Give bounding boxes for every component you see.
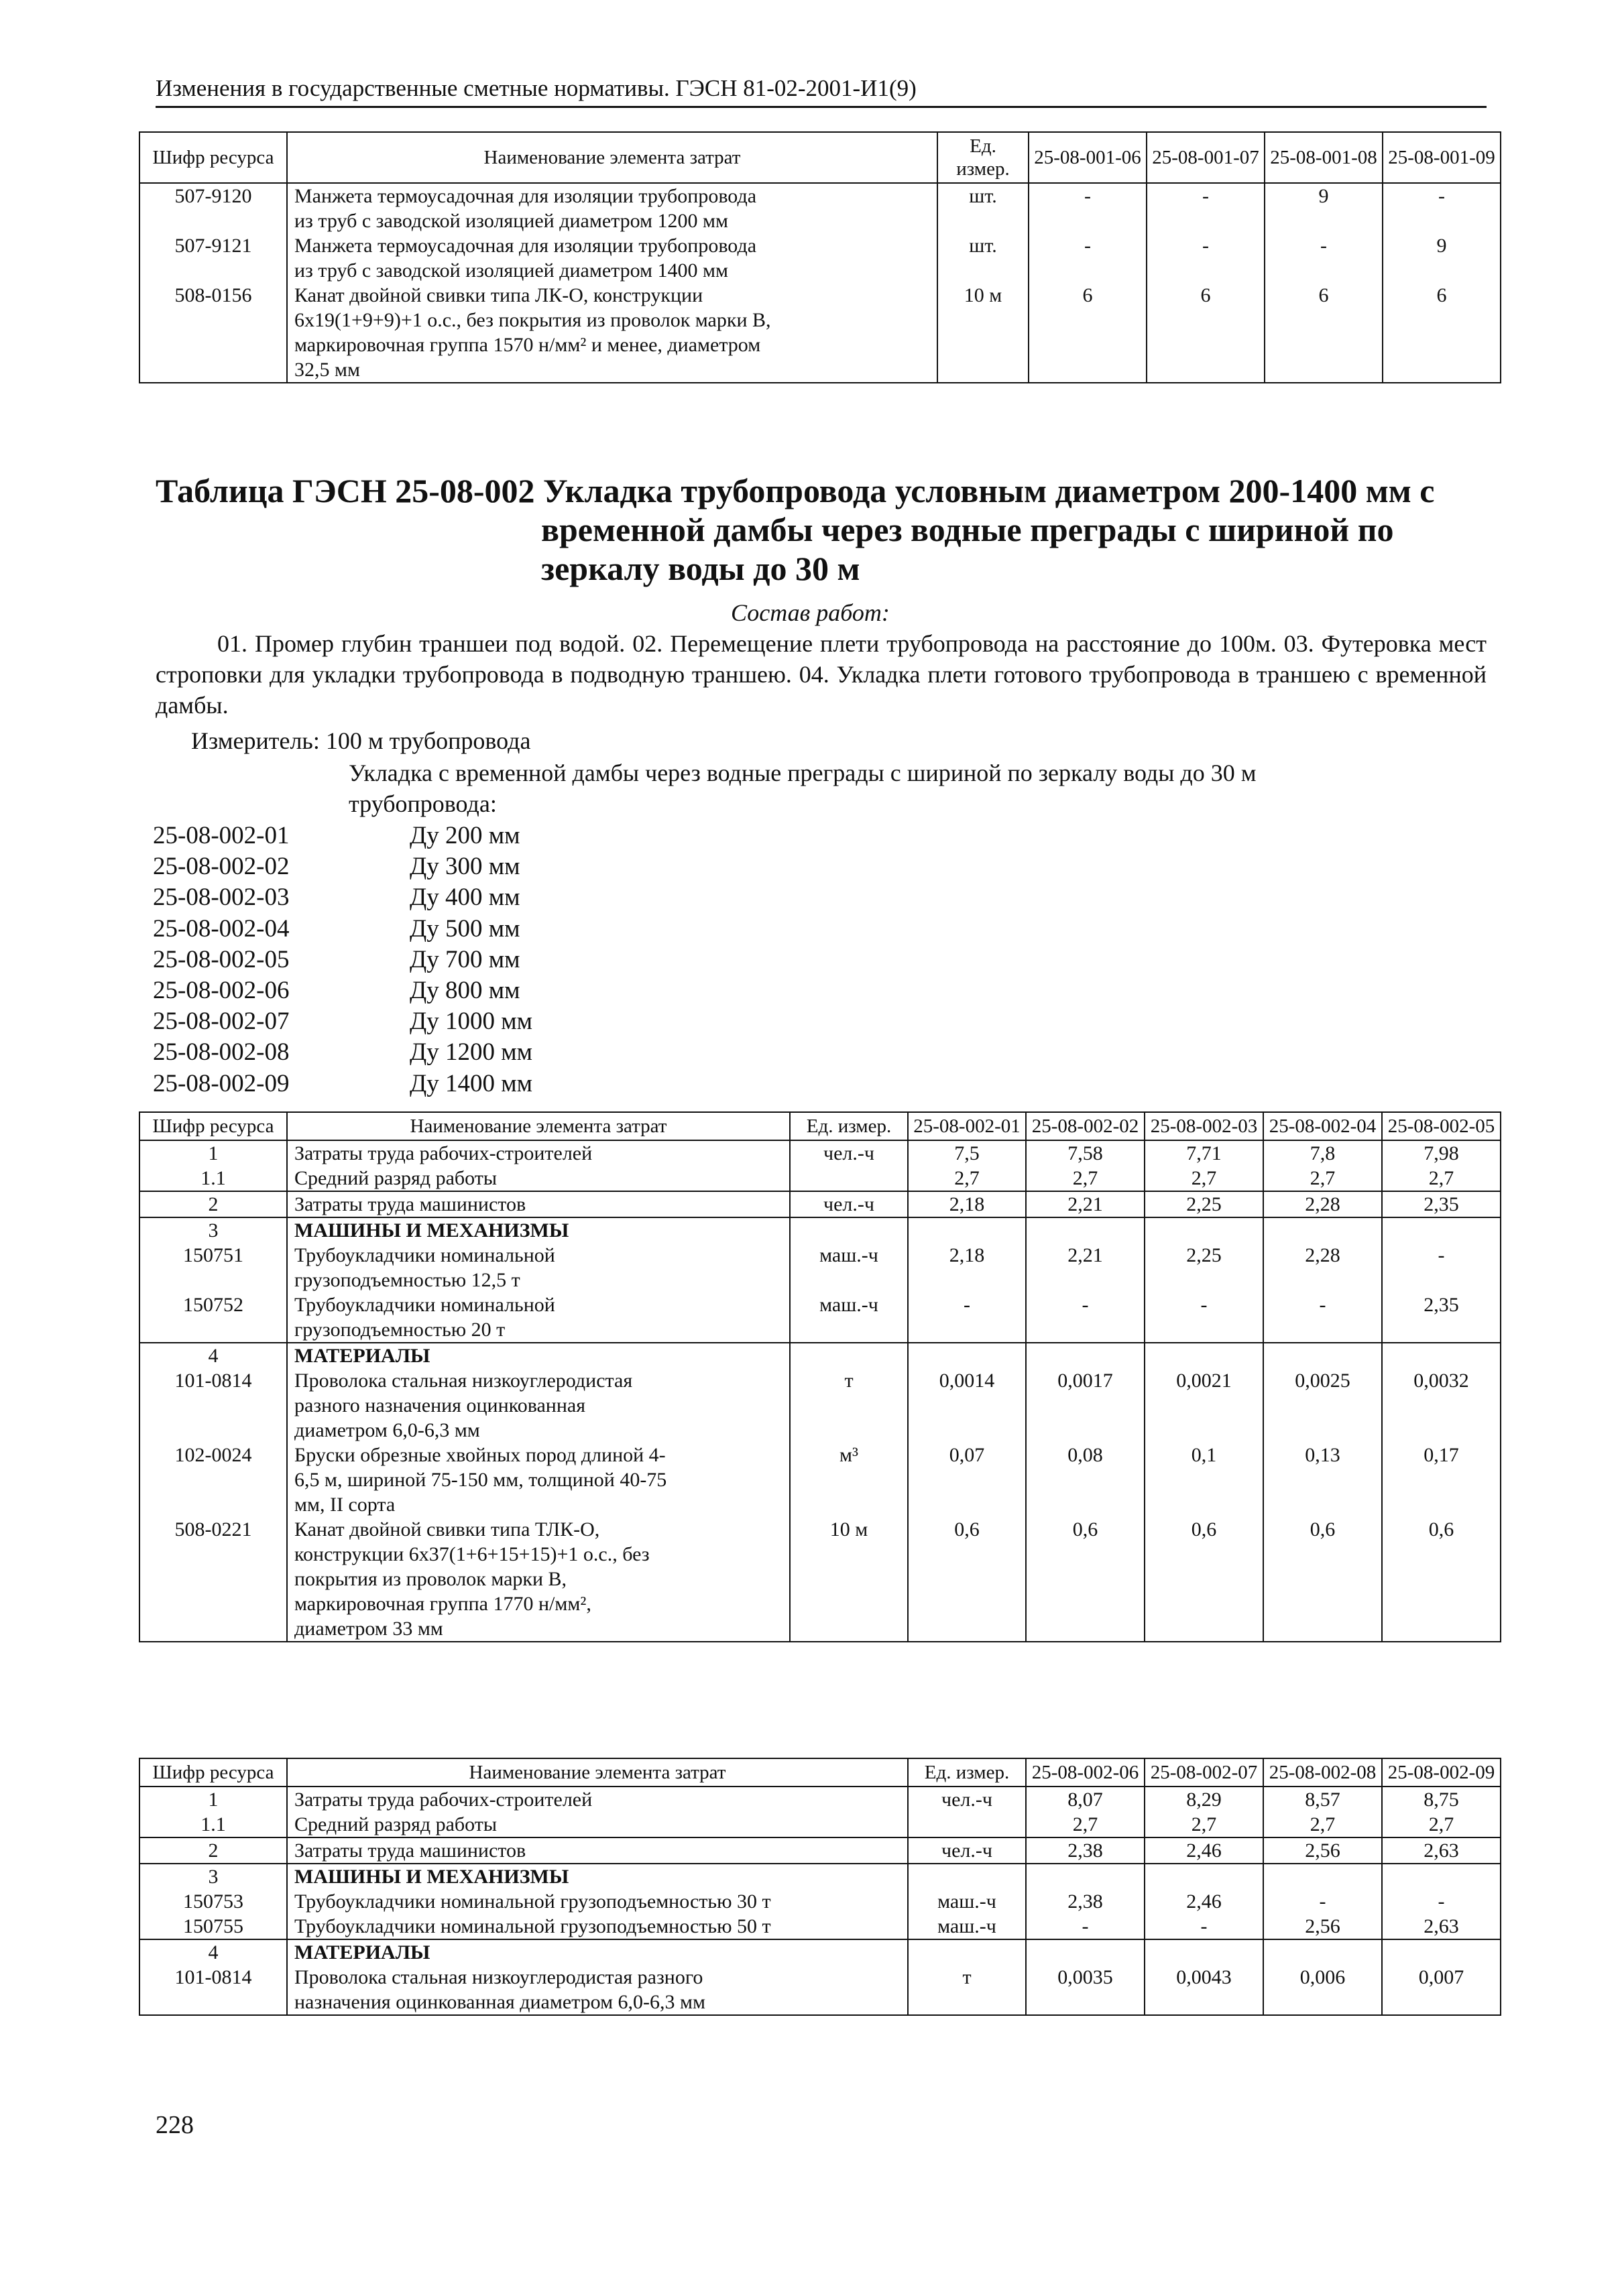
value: -: [964, 1294, 970, 1316]
resource-name: Манжета термоусадочная для изоляции трубопровода: [294, 185, 757, 207]
value-cell: [1026, 1343, 1145, 1642]
value: 0,08: [1067, 1444, 1103, 1466]
header-cell: 25-08-001-08: [1265, 132, 1383, 183]
resource-table-top: [139, 131, 1501, 383]
code-cell: [139, 1140, 287, 1191]
resource-name: Канат двойной свивки типа ТЛК-О,: [294, 1518, 600, 1540]
resource-name: Средний разряд работы: [294, 1167, 498, 1189]
resource-name: Затраты труда рабочих-строителей: [294, 1789, 593, 1811]
value-cell: [1263, 1343, 1382, 1642]
value: 0,0043: [1145, 1939, 1263, 2015]
value: 9: [1318, 185, 1329, 207]
value-cell: [1029, 183, 1147, 383]
page-number: 228: [156, 2111, 194, 2139]
spec-name: Ду 300 мм: [410, 853, 520, 881]
header-cell: Ед. измер.: [908, 1758, 1026, 1787]
spec-code: 25-08-002-09: [153, 1069, 290, 1097]
table-header-row: [139, 1758, 1501, 1787]
spec-code: 25-08-002-01: [153, 822, 290, 849]
unit: шт.: [969, 235, 997, 257]
value-cell: [1382, 1343, 1501, 1642]
value: 2,28: [1263, 1191, 1382, 1217]
value: -: [1082, 1915, 1089, 1937]
spec-heading-line: трубопровода:: [349, 790, 497, 817]
spec-item: [153, 945, 532, 975]
table-title-line: Таблица ГЭСН 25-08-002 Укладка трубопровода условным диаметром 200-1400 мм с: [156, 472, 1435, 509]
header-cell: 25-08-002-01: [908, 1112, 1026, 1140]
value: 0,0021: [1176, 1370, 1232, 1392]
value: 2,25: [1145, 1191, 1263, 1217]
value-cell: [1382, 1787, 1501, 1837]
section-title: МАТЕРИАЛЫ: [294, 1345, 430, 1367]
value: -: [1319, 1890, 1326, 1913]
unit: чел.-ч: [790, 1191, 908, 1217]
header-cell: Шифр ресурса: [139, 1758, 287, 1787]
unit-cell: [790, 1217, 908, 1343]
spec-name: Ду 700 мм: [410, 945, 520, 973]
spec-name: Ду 800 мм: [410, 977, 520, 1005]
header-cell: 25-08-002-03: [1145, 1112, 1263, 1140]
value: -: [1200, 1294, 1208, 1316]
value-cell: [1265, 183, 1383, 383]
spec-item: [153, 821, 532, 851]
section-title: МАТЕРИАЛЫ: [294, 1941, 430, 1963]
value-cell: [1145, 1787, 1263, 1837]
value: 2,7: [1072, 1167, 1098, 1189]
running-header: Изменения в государственные сметные нормативы. ГЭСН 81-02-2001-И1(9): [156, 75, 1487, 108]
value: 8,75: [1424, 1789, 1459, 1811]
table-body-row: [139, 1140, 1501, 1191]
value: -: [1202, 185, 1209, 207]
value: 2,63: [1424, 1915, 1459, 1937]
value: 0,007: [1382, 1939, 1501, 2015]
value-cell: [1145, 1217, 1263, 1343]
resource-name: из труб с заводской изоляцией диаметром 1400 мм: [294, 259, 728, 282]
resource-code: 1.1: [200, 1813, 226, 1835]
header-cell: Шифр ресурса: [139, 1112, 287, 1140]
value: 2,38: [1067, 1890, 1103, 1913]
value: 2,46: [1145, 1837, 1263, 1864]
value: 0,07: [949, 1444, 985, 1466]
name-cell: [287, 183, 937, 383]
value: 0,0035: [1026, 1939, 1145, 2015]
resource-name: грузоподъемностью 20 т: [294, 1319, 506, 1341]
measure-unit: Измеритель: 100 м трубопровода: [191, 727, 531, 754]
table-title: [156, 471, 1497, 588]
unit: м³: [839, 1444, 858, 1466]
resource-code: 1: [208, 1142, 219, 1164]
spec-item: [153, 1069, 532, 1099]
section-title: МАШИНЫ И МЕХАНИЗМЫ: [294, 1219, 569, 1242]
value: -: [1082, 1294, 1089, 1316]
unit-cell: [908, 1864, 1026, 1939]
header-cell: Наименование элемента затрат: [287, 1112, 790, 1140]
value: 2,56: [1305, 1915, 1340, 1937]
spec-heading-line: Укладка с временной дамбы через водные преграды с шириной по зеркалу воды до 30 м: [349, 760, 1257, 786]
resource-code: 4: [208, 1345, 219, 1367]
unit: 10 м: [829, 1518, 868, 1540]
section-title: МАШИНЫ И МЕХАНИЗМЫ: [294, 1866, 569, 1888]
name-cell: [287, 1217, 790, 1343]
resource-code: 508-0221: [174, 1518, 252, 1540]
resource-code: 150753: [183, 1890, 243, 1913]
resource-name: Манжета термоусадочная для изоляции трубопровода: [294, 235, 757, 257]
header-cell: 25-08-002-08: [1263, 1758, 1382, 1787]
spec-code: 25-08-002-05: [153, 945, 290, 973]
spec-item: [153, 1006, 532, 1037]
resource-code: 2: [139, 1191, 287, 1217]
value: 0,6: [1191, 1518, 1217, 1540]
value: 2,56: [1263, 1837, 1382, 1864]
table-header-row: [139, 1112, 1501, 1140]
value: 6: [1082, 284, 1093, 306]
resource-code: 1.1: [200, 1167, 226, 1189]
value: 7,98: [1424, 1142, 1459, 1164]
code-cell: [139, 183, 287, 383]
value: 2,63: [1382, 1837, 1501, 1864]
value: 6: [1436, 284, 1447, 306]
resource-name: Канат двойной свивки типа ЛК-О, конструкции: [294, 284, 703, 306]
value: 6: [1318, 284, 1329, 306]
resource-name: Трубоукладчики номинальной грузоподъемностью 30 т: [294, 1890, 771, 1913]
spec-name: Ду 1000 мм: [410, 1008, 533, 1036]
resource-name: из труб с заводской изоляцией диаметром 1200 мм: [294, 210, 728, 232]
header-cell: Наименование элемента затрат: [287, 132, 937, 183]
value: 0,17: [1424, 1444, 1459, 1466]
value-cell: [1026, 1140, 1145, 1191]
spec-name: Ду 1400 мм: [410, 1069, 533, 1097]
resource-code: 150755: [183, 1915, 243, 1937]
value: -: [1084, 235, 1091, 257]
code-cell: [139, 1217, 287, 1343]
spec-item: [153, 851, 532, 882]
resource-code: 508-0156: [174, 284, 252, 306]
resource-code: 3: [208, 1219, 219, 1242]
header-cell: 25-08-002-04: [1263, 1112, 1382, 1140]
resource-name: Трубоукладчики номинальной: [294, 1244, 555, 1266]
spec-code: 25-08-002-07: [153, 1008, 290, 1036]
table-body-row: [139, 1864, 1501, 1939]
value: 2,21: [1067, 1244, 1103, 1266]
value-cell: [908, 1140, 1026, 1191]
resource-code: 507-9120: [174, 185, 252, 207]
resource-name: Бруски обрезные хвойных пород длиной 4-: [294, 1444, 666, 1466]
value: 2,7: [1310, 1813, 1336, 1835]
table-body-row: [139, 1217, 1501, 1343]
resource-code: 101-0814: [174, 1966, 252, 1988]
spec-name: Ду 500 мм: [410, 914, 520, 943]
resource-name: диаметром 33 мм: [294, 1618, 443, 1640]
spec-code: 25-08-002-08: [153, 1038, 290, 1067]
unit: чел.-ч: [941, 1789, 992, 1811]
header-cell: 25-08-001-06: [1029, 132, 1147, 183]
value-cell: [1145, 1343, 1263, 1642]
unit: т: [908, 1939, 1026, 2015]
value: 2,38: [1026, 1837, 1145, 1864]
resource-name: маркировочная группа 1770 н/мм²,: [294, 1593, 591, 1615]
header-cell: Наименование элемента затрат: [287, 1758, 908, 1787]
header-cell: 25-08-001-09: [1383, 132, 1501, 183]
spec-code: 25-08-002-06: [153, 977, 290, 1005]
name-cell: [287, 1140, 790, 1191]
spec-item: [153, 1037, 532, 1068]
value: 0,006: [1263, 1939, 1382, 2015]
value: 2,18: [908, 1191, 1026, 1217]
unit: чел.-ч: [823, 1142, 874, 1164]
resource-code: 2: [139, 1837, 287, 1864]
value: 2,7: [1191, 1813, 1217, 1835]
table-body-row: [139, 1343, 1501, 1642]
value: 2,7: [1191, 1167, 1217, 1189]
spec-code: 25-08-002-04: [153, 914, 290, 943]
resource-name: Трубоукладчики номинальной грузоподъемностью 50 т: [294, 1915, 771, 1937]
resource-name: Проволока стальная низкоуглеродистая: [294, 1370, 633, 1392]
value: 7,5: [954, 1142, 980, 1164]
value: 2,18: [949, 1244, 985, 1266]
value: 2,28: [1305, 1244, 1340, 1266]
resource-name: разного назначения оцинкованная: [294, 1394, 586, 1416]
unit: шт.: [969, 185, 997, 207]
unit-cell: [908, 1787, 1026, 1837]
value-cell: [1263, 1217, 1382, 1343]
value-cell: [1145, 1140, 1263, 1191]
resource-code: 507-9121: [174, 235, 252, 257]
code-cell: [139, 1343, 287, 1642]
resource-name: грузоподъемностью 12,5 т: [294, 1269, 520, 1291]
resource-name: конструкции 6х37(1+6+15+15)+1 о.с., без: [294, 1543, 650, 1565]
value: -: [1438, 1244, 1445, 1266]
spec-item: [153, 914, 532, 945]
value: 8,07: [1067, 1789, 1103, 1811]
value: 2,25: [1186, 1244, 1222, 1266]
value-cell: [1026, 1864, 1145, 1939]
unit: маш.-ч: [819, 1244, 878, 1266]
resource-table-middle: [139, 1111, 1501, 1642]
value: -: [1438, 1890, 1445, 1913]
value-cell: [1382, 1217, 1501, 1343]
spec-heading: [349, 758, 1257, 819]
value-cell: [1147, 183, 1265, 383]
value-cell: [908, 1217, 1026, 1343]
unit: маш.-ч: [937, 1915, 996, 1937]
value: 2,7: [1428, 1167, 1454, 1189]
resource-name: Трубоукладчики номинальной: [294, 1294, 555, 1316]
header-cell: 25-08-001-07: [1147, 132, 1265, 183]
resource-table-bottom: [139, 1758, 1501, 2016]
header-cell: 25-08-002-02: [1026, 1112, 1145, 1140]
unit: 10 м: [964, 284, 1002, 306]
code-cell: [139, 1864, 287, 1939]
table-body-row: [139, 1837, 1501, 1864]
unit-cell: [937, 183, 1029, 383]
resource-name: маркировочная группа 1570 н/мм² и менее, диаметром: [294, 334, 761, 356]
resource-name: назначения оцинкованная диаметром 6,0-6,3 мм: [294, 1991, 706, 2013]
code-cell: [139, 1787, 287, 1837]
unit: маш.-ч: [819, 1294, 878, 1316]
value: 7,58: [1067, 1142, 1103, 1164]
resource-name: Проволока стальная низкоуглеродистая разного: [294, 1966, 703, 1988]
value: 0,6: [1428, 1518, 1454, 1540]
resource-name: 6,5 м, шириной 75-150 мм, толщиной 40-75: [294, 1469, 667, 1491]
spec-code: 25-08-002-03: [153, 884, 290, 912]
value: 8,29: [1186, 1789, 1222, 1811]
spec-code: 25-08-002-02: [153, 853, 290, 881]
resource-name: покрытия из проволок марки В,: [294, 1568, 567, 1590]
code-cell: [139, 1939, 287, 2015]
value-cell: [908, 1343, 1026, 1642]
value: 0,6: [1072, 1518, 1098, 1540]
table-header-row: [139, 132, 1501, 183]
value: -: [1084, 185, 1091, 207]
value-cell: [1263, 1864, 1382, 1939]
header-cell: 25-08-002-09: [1382, 1758, 1501, 1787]
resource-code: 150752: [183, 1294, 243, 1316]
resource-name: 6х19(1+9+9)+1 о.с., без покрытия из проволок марки В,: [294, 309, 771, 331]
value: 8,57: [1305, 1789, 1340, 1811]
value-cell: [1383, 183, 1501, 383]
resource-name: Затраты труда рабочих-строителей: [294, 1142, 593, 1164]
unit: т: [844, 1370, 854, 1392]
value: 0,0032: [1413, 1370, 1469, 1392]
spec-name: Ду 200 мм: [410, 822, 520, 849]
value-cell: [1382, 1864, 1501, 1939]
value: 0,0014: [939, 1370, 995, 1392]
value: -: [1200, 1915, 1208, 1937]
value: -: [1438, 185, 1445, 207]
resource-name: Затраты труда машинистов: [287, 1191, 790, 1217]
unit-cell: [790, 1140, 908, 1191]
value: 2,7: [1310, 1167, 1336, 1189]
resource-code: 102-0024: [174, 1444, 252, 1466]
value: 2,7: [1428, 1813, 1454, 1835]
value-cell: [1026, 1787, 1145, 1837]
name-cell: [287, 1939, 908, 2015]
value: 2,7: [954, 1167, 980, 1189]
header-cell: Шифр ресурса: [139, 132, 287, 183]
unit: чел.-ч: [908, 1837, 1026, 1864]
value: 0,6: [954, 1518, 980, 1540]
spec-list: [153, 821, 532, 1099]
value: -: [1202, 235, 1209, 257]
resource-code: 150751: [183, 1244, 243, 1266]
resource-name: Средний разряд работы: [294, 1813, 498, 1835]
table-title-line: зеркалу воды до 30 м: [541, 550, 860, 587]
value: 0,1: [1191, 1444, 1217, 1466]
resource-name: диаметром 6,0-6,3 мм: [294, 1419, 480, 1441]
value: 2,21: [1026, 1191, 1145, 1217]
value-cell: [1382, 1140, 1501, 1191]
value-cell: [1026, 1217, 1145, 1343]
name-cell: [287, 1343, 790, 1642]
value-cell: [1263, 1787, 1382, 1837]
composition-label: Состав работ:: [731, 599, 890, 626]
header-cell: 25-08-002-06: [1026, 1758, 1145, 1787]
value: 7,8: [1310, 1142, 1336, 1164]
value-cell: [1145, 1864, 1263, 1939]
resource-code: 101-0814: [174, 1370, 252, 1392]
value: 7,71: [1186, 1142, 1222, 1164]
resource-code: 1: [208, 1789, 219, 1811]
table-title-line: временной дамбы через водные преграды с шириной по: [541, 511, 1394, 548]
spec-item: [153, 975, 532, 1006]
value: 2,7: [1072, 1813, 1098, 1835]
spec-name: Ду 1200 мм: [410, 1038, 533, 1067]
value: 0,13: [1305, 1444, 1340, 1466]
name-cell: [287, 1864, 908, 1939]
value: 0,0025: [1295, 1370, 1350, 1392]
value: 9: [1436, 235, 1447, 257]
unit: маш.-ч: [937, 1890, 996, 1913]
value: 6: [1200, 284, 1211, 306]
value: 2,35: [1382, 1191, 1501, 1217]
header-cell: Ед. измер.: [937, 132, 1029, 183]
resource-code: 4: [208, 1941, 219, 1963]
header-cell: 25-08-002-07: [1145, 1758, 1263, 1787]
table-body-row: [139, 1939, 1501, 2015]
resource-code: 3: [208, 1866, 219, 1888]
resource-name: мм, II сорта: [294, 1494, 396, 1516]
resource-name: 32,5 мм: [294, 359, 360, 381]
header-cell: 25-08-002-05: [1382, 1112, 1501, 1140]
resource-name: Затраты труда машинистов: [287, 1837, 908, 1864]
unit-cell: [790, 1343, 908, 1642]
value: 2,46: [1186, 1890, 1222, 1913]
table-body-row: [139, 183, 1501, 383]
spec-item: [153, 882, 532, 913]
value: -: [1319, 1294, 1326, 1316]
value-cell: [1263, 1140, 1382, 1191]
value: 2,35: [1424, 1294, 1459, 1316]
value: 0,6: [1310, 1518, 1336, 1540]
value: 0,0017: [1057, 1370, 1113, 1392]
header-cell: Ед. измер.: [790, 1112, 908, 1140]
table-body-row: [139, 1191, 1501, 1217]
value: -: [1320, 235, 1327, 257]
name-cell: [287, 1787, 908, 1837]
spec-name: Ду 400 мм: [410, 884, 520, 912]
composition-text: 01. Промер глубин траншеи под водой. 02. Перемещение плети трубопровода на расстояние до 100м. 03. Футеровка мест строповки для укладки трубопровода в подводную траншею. 04. Укладка плети готового трубопровода в траншею с временной дамбы.: [156, 630, 1487, 719]
table-body-row: [139, 1787, 1501, 1837]
